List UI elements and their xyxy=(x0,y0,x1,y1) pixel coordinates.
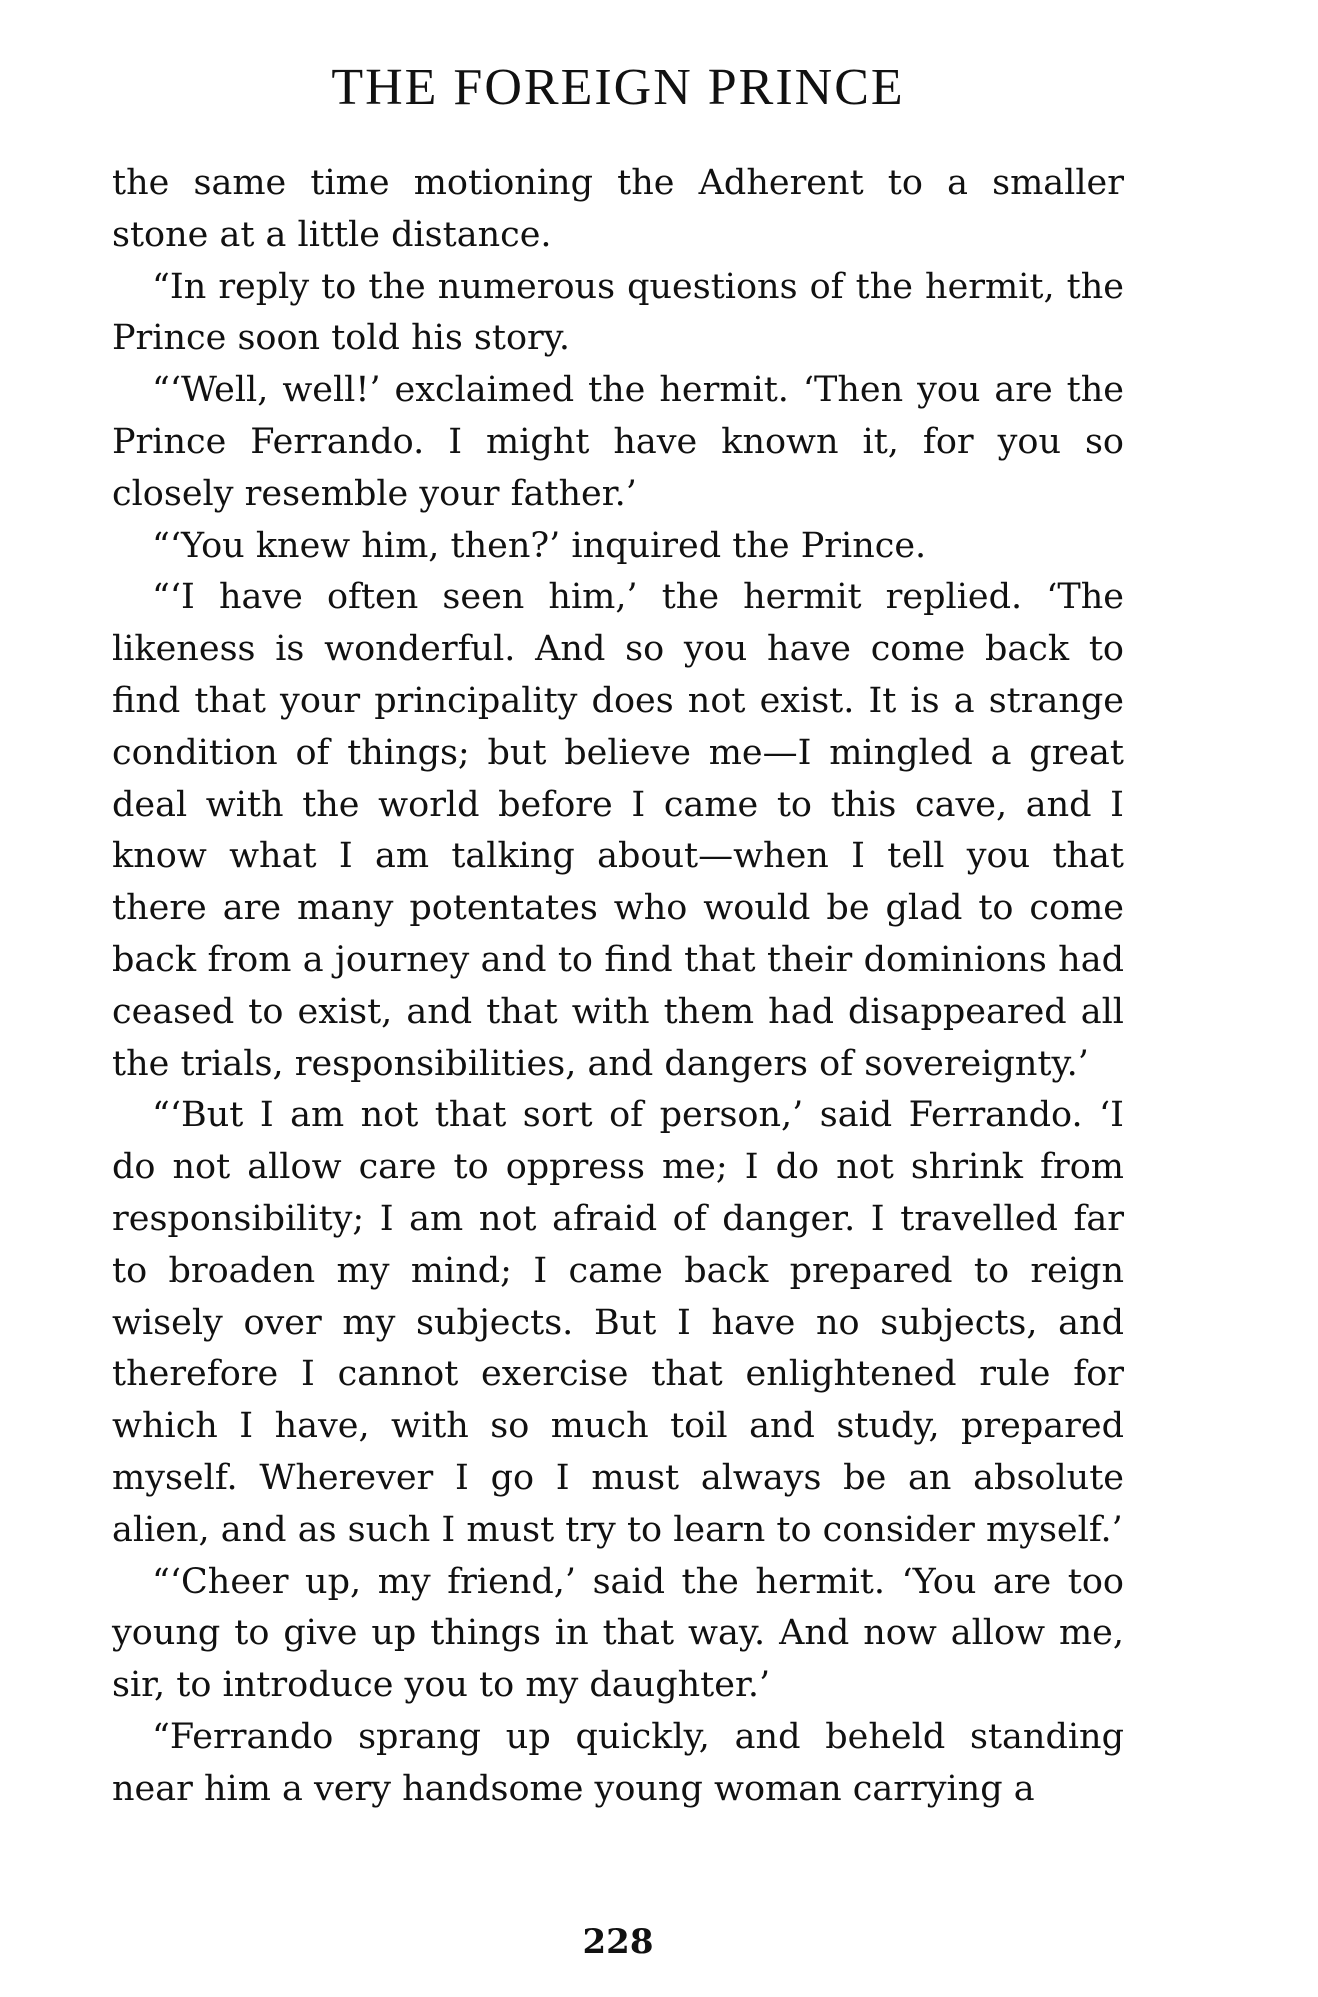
paragraph: “‘Well, well!’ exclaimed the hermit. ‘Then you are the Prince Ferrando. I might have known it, for you so closely resemble your father.’ xyxy=(112,370,1124,514)
paragraph: “‘I have often seen him,’ the hermit replied. ‘The likeness is wonderful. And so you have come back to find that your principality does not exist. It is a strange condition of things; but believe me—I mingled a great deal with the world before I came to this cave, and I know what I am talking about—when I tell you that there are many potentates who would be glad to come back from a journey and to find that their dominions had ceased to exist, and that with them had disappeared all the trials, responsibilities, and dangers of sovereignty.’ xyxy=(112,577,1124,1084)
paragraph: the same time motioning the Adherent to a smaller stone at a little distance. xyxy=(112,163,1124,255)
paragraph: “‘You knew him, then?’ inquired the Prince. xyxy=(152,525,927,566)
body-text xyxy=(112,158,1124,1816)
running-head-title: THE FOREIGN PRINCE xyxy=(331,59,905,116)
paragraph: “‘But I am not that sort of person,’ said Ferrando. ‘I do not allow care to oppress me; I do not shrink from responsibility; I am not afraid of danger. I travelled far to broaden my mind; I came back prepared to reign wisely over my subjects. But I have no subjects, and therefore I cannot exercise that enlightened rule for which I have, with so much toil and study, prepared myself. Wherever I go I must always be an absolute alien, and as such I must try to learn to consider myself.’ xyxy=(112,1095,1124,1550)
book-page xyxy=(112,58,1124,1978)
page-number: 228 xyxy=(582,1922,654,1962)
paragraph: “Ferrando sprang up quickly, and beheld standing near him a very handsome young woman carrying a xyxy=(112,1716,1124,1809)
paragraph: “‘Cheer up, my friend,’ said the hermit. ‘You are too young to give up things in that way. And now allow me, sir, to introduce you to my daughter.’ xyxy=(112,1561,1124,1706)
paragraph: “In reply to the numerous questions of the hermit, the Prince soon told his story. xyxy=(112,266,1124,359)
